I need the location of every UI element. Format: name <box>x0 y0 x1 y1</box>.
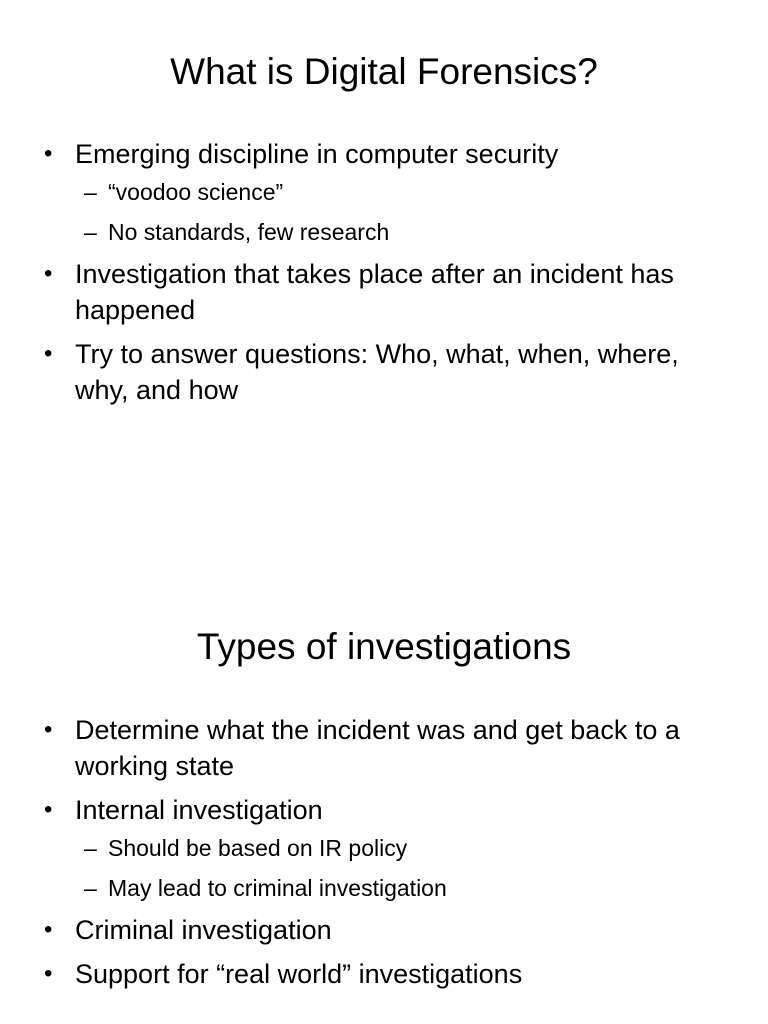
bullet-marker: • <box>44 960 53 987</box>
bullet-item <box>0 336 768 408</box>
bullet-item <box>0 912 768 948</box>
sub-bullet-item <box>0 872 768 904</box>
sub-bullet-item <box>0 176 768 208</box>
bullet-marker: • <box>44 140 53 167</box>
sub-bullet-marker: – <box>84 219 97 245</box>
bullet-text: Emerging discipline in computer security <box>75 139 559 169</box>
bullet-marker: • <box>44 260 53 287</box>
sub-bullet-text: May lead to criminal investigation <box>108 875 447 901</box>
sub-bullet-text: Should be based on IR policy <box>108 835 408 861</box>
sub-bullet-marker: – <box>84 875 97 901</box>
slide-title: What is Digital Forensics? <box>170 51 598 92</box>
slide-types-of-investigations <box>0 512 768 1024</box>
bullet-marker: • <box>44 916 53 943</box>
bullet-text: Support for “real world” investigations <box>75 959 523 989</box>
bullet-item <box>0 712 768 784</box>
sub-bullet-marker: – <box>84 179 97 205</box>
bullet-marker: • <box>44 796 53 823</box>
bullet-text: Criminal investigation <box>75 915 332 945</box>
sub-bullet-marker: – <box>84 835 97 861</box>
bullet-marker: • <box>44 716 53 743</box>
slide-title: Types of investigations <box>196 626 572 667</box>
bullet-list <box>0 712 768 1000</box>
bullet-item <box>0 256 768 328</box>
bullet-text: Determine what the incident was and get back to a working state <box>75 715 680 781</box>
bullet-text: Try to answer questions: Who, what, when, where, why, and how <box>75 339 679 405</box>
bullet-text: Investigation that takes place after an incident has happened <box>75 259 674 325</box>
bullet-item <box>0 956 768 992</box>
bullet-item <box>0 136 768 172</box>
bullet-list <box>0 136 768 416</box>
sub-bullet-item <box>0 216 768 248</box>
sub-bullet-text: “voodoo science” <box>108 179 284 205</box>
sub-bullet-text: No standards, few research <box>108 219 390 245</box>
bullet-item <box>0 792 768 828</box>
bullet-marker: • <box>44 340 53 367</box>
bullet-text: Internal investigation <box>75 795 323 825</box>
sub-bullet-item <box>0 832 768 864</box>
